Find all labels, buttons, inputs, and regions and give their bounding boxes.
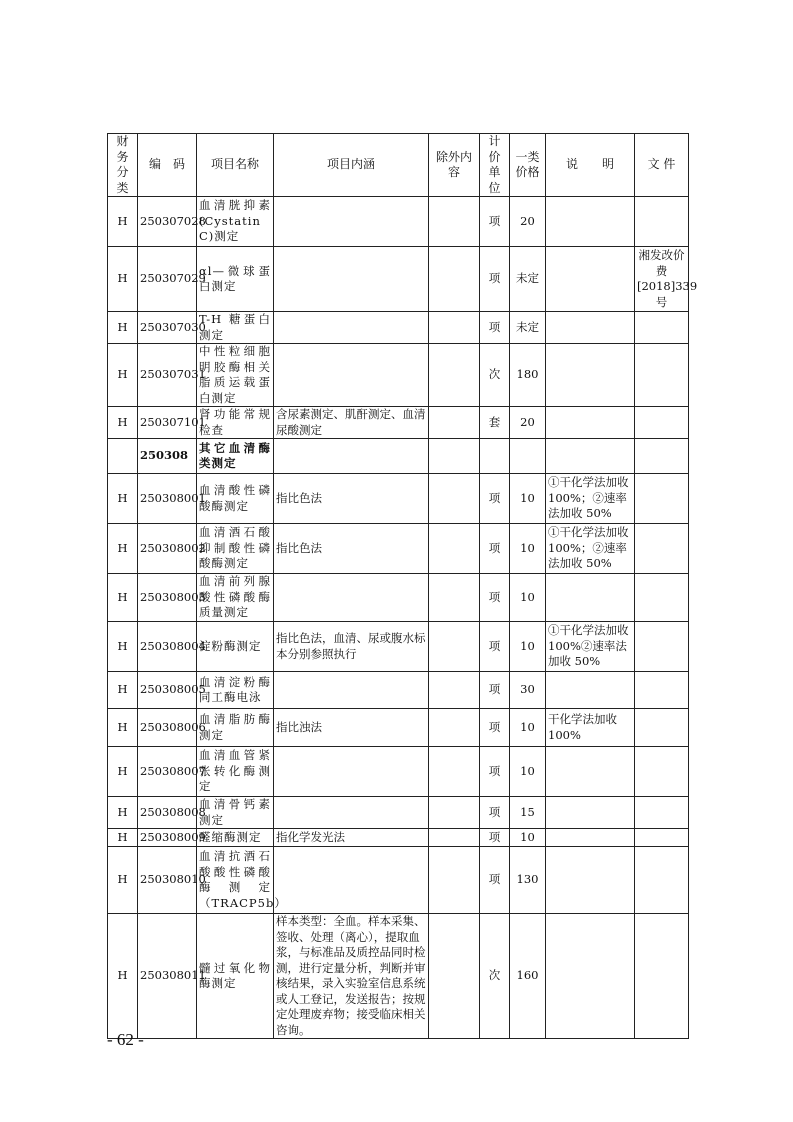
cell-note — [546, 747, 635, 797]
cell-note — [546, 797, 635, 829]
cell-content: 指化学发光法 — [274, 829, 429, 847]
cell-unit: 项 — [480, 847, 510, 914]
cell-note — [546, 197, 635, 247]
cell-file — [635, 847, 689, 914]
cell-unit: 次 — [480, 344, 510, 407]
cell-note: 干化学法加收100% — [546, 709, 635, 747]
cell-name: 血清血管紧张转化酶测定 — [197, 747, 274, 797]
cell-file — [635, 747, 689, 797]
cell-content: 指比色法，血清、尿或腹水标本分别参照执行 — [274, 622, 429, 672]
cell-price: 10 — [510, 747, 546, 797]
cell-unit: 项 — [480, 797, 510, 829]
cell-unit: 项 — [480, 524, 510, 574]
cell-cat: H — [108, 312, 138, 344]
table-row — [108, 847, 689, 914]
cell-price: 10 — [510, 574, 546, 622]
cell-note — [546, 829, 635, 847]
cell-price: 10 — [510, 622, 546, 672]
table-row — [108, 407, 689, 439]
cell-code: 250308005 — [138, 672, 197, 709]
cell-price: 10 — [510, 474, 546, 524]
cell-content — [274, 247, 429, 312]
cell-file: 湘发改价费[2018]339号 — [635, 247, 689, 312]
cell-file — [635, 474, 689, 524]
cell-file — [635, 622, 689, 672]
cell-content: 指比浊法 — [274, 709, 429, 747]
cell-excl — [429, 847, 480, 914]
cell-excl — [429, 247, 480, 312]
cell-file — [635, 574, 689, 622]
page-number: - 62 - — [107, 1030, 144, 1049]
cell-note — [546, 312, 635, 344]
section-row — [108, 439, 689, 474]
cell-cat: H — [108, 672, 138, 709]
cell-unit: 项 — [480, 709, 510, 747]
cell-file — [635, 797, 689, 829]
cell-file — [635, 197, 689, 247]
table-row — [108, 312, 689, 344]
header-exclusions: 除外内容 — [429, 134, 480, 197]
cell-unit: 项 — [480, 672, 510, 709]
cell-excl — [429, 524, 480, 574]
cell-file — [635, 914, 689, 1039]
cell-code: 250308006 — [138, 709, 197, 747]
table-row — [108, 797, 689, 829]
cell-note — [546, 914, 635, 1039]
cell-note — [546, 672, 635, 709]
cell-unit: 项 — [480, 829, 510, 847]
cell-name: 醛缩酶测定 — [197, 829, 274, 847]
cell-price: 未定 — [510, 312, 546, 344]
table-row — [108, 672, 689, 709]
cell-cat: H — [108, 197, 138, 247]
cell-code: 250307031 — [138, 344, 197, 407]
cell-name: 血清脂肪酶测定 — [197, 709, 274, 747]
table-row — [108, 197, 689, 247]
cell-cat: H — [108, 574, 138, 622]
cell-file — [635, 344, 689, 407]
cell-excl — [429, 829, 480, 847]
cell-unit: 套 — [480, 407, 510, 439]
cell-cat: H — [108, 747, 138, 797]
cell-file — [635, 407, 689, 439]
table-row — [108, 709, 689, 747]
cell-code: 250308004 — [138, 622, 197, 672]
cell-cat: H — [108, 829, 138, 847]
cell-code: 250308007 — [138, 747, 197, 797]
price-table — [107, 133, 698, 1039]
cell-content — [274, 574, 429, 622]
cell-code: 250308011 — [138, 914, 197, 1039]
cell-excl — [429, 197, 480, 247]
cell-content: 指比色法 — [274, 474, 429, 524]
cell-excl — [429, 914, 480, 1039]
cell-name: 血清胱抑素(Cystatin C)测定 — [197, 197, 274, 247]
table-row — [108, 914, 689, 1039]
header-document: 文 件 — [635, 134, 689, 197]
cell-code: 250307028 — [138, 197, 197, 247]
cell-code: 250308001 — [138, 474, 197, 524]
cell-content — [274, 344, 429, 407]
cell-content — [274, 439, 429, 474]
cell-content: 指比色法 — [274, 524, 429, 574]
cell-unit: 项 — [480, 247, 510, 312]
cell-excl — [429, 439, 480, 474]
cell-unit: 项 — [480, 747, 510, 797]
cell-price: 10 — [510, 709, 546, 747]
cell-content: 含尿素测定、肌酐测定、血清尿酸测定 — [274, 407, 429, 439]
cell-code: 250307029 — [138, 247, 197, 312]
cell-price: 未定 — [510, 247, 546, 312]
cell-cat: H — [108, 474, 138, 524]
cell-name: 髓过氧化物酶测定 — [197, 914, 274, 1039]
cell-name: T-H 糖蛋白测定 — [197, 312, 274, 344]
cell-unit: 项 — [480, 197, 510, 247]
cell-price: 30 — [510, 672, 546, 709]
table-row — [108, 524, 689, 574]
cell-cat: H — [108, 524, 138, 574]
cell-cat: H — [108, 847, 138, 914]
header-notes: 说 明 — [546, 134, 635, 197]
cell-excl — [429, 574, 480, 622]
cell-code: 250308008 — [138, 797, 197, 829]
table-row — [108, 622, 689, 672]
cell-content — [274, 747, 429, 797]
cell-cat: H — [108, 247, 138, 312]
header-code: 编 码 — [138, 134, 197, 197]
cell-price: 10 — [510, 829, 546, 847]
header-category: 财务分类 — [108, 134, 138, 197]
cell-code: 250307030 — [138, 312, 197, 344]
cell-unit — [480, 439, 510, 474]
cell-name: αl—微球蛋白测定 — [197, 247, 274, 312]
cell-unit: 次 — [480, 914, 510, 1039]
cell-excl — [429, 709, 480, 747]
cell-content — [274, 197, 429, 247]
cell-price: 20 — [510, 197, 546, 247]
header-name: 项目名称 — [197, 134, 274, 197]
cell-cat: H — [108, 709, 138, 747]
cell-content — [274, 847, 429, 914]
header-price: 一类价格 — [510, 134, 546, 197]
cell-content — [274, 672, 429, 709]
cell-cat — [108, 439, 138, 474]
cell-cat: H — [108, 797, 138, 829]
cell-name: 血清前列腺酸性磷酸酶质量测定 — [197, 574, 274, 622]
cell-excl — [429, 797, 480, 829]
cell-name: 血清抗酒石酸酸性磷酸酶测定（TRACP5b） — [197, 847, 274, 914]
cell-unit: 项 — [480, 574, 510, 622]
cell-price — [510, 439, 546, 474]
cell-name: 血清骨钙素测定 — [197, 797, 274, 829]
table-row — [108, 747, 689, 797]
cell-cat: H — [108, 344, 138, 407]
cell-name: 肾功能常规检查 — [197, 407, 274, 439]
cell-unit: 项 — [480, 312, 510, 344]
cell-content: 样本类型：全血。样本采集、签收、处理（离心），提取血浆，与标准品及质控品同时检测，进行定量分析，判断并审核结果，录入实验室信息系统或人工登记，发送报告；按规定处理废弃物；接受临床相关咨询。 — [274, 914, 429, 1039]
cell-code: 250308 — [138, 439, 197, 474]
cell-note: ①干化学法加收100%；②速率法加收 50% — [546, 524, 635, 574]
cell-note — [546, 407, 635, 439]
cell-unit: 项 — [480, 474, 510, 524]
cell-code: 250308010 — [138, 847, 197, 914]
cell-code: 250308009 — [138, 829, 197, 847]
table-header-row — [108, 134, 689, 197]
cell-excl — [429, 407, 480, 439]
cell-file — [635, 312, 689, 344]
header-content: 项目内涵 — [274, 134, 429, 197]
cell-note — [546, 247, 635, 312]
cell-file — [635, 829, 689, 847]
cell-content — [274, 312, 429, 344]
header-unit: 计价单位 — [480, 134, 510, 197]
cell-content — [274, 797, 429, 829]
cell-note — [546, 847, 635, 914]
cell-price: 10 — [510, 524, 546, 574]
cell-file — [635, 709, 689, 747]
cell-note — [546, 344, 635, 407]
cell-file — [635, 672, 689, 709]
cell-price: 20 — [510, 407, 546, 439]
cell-name: 中性粒细胞明胶酶相关脂质运载蛋白测定 — [197, 344, 274, 407]
table-row — [108, 344, 689, 407]
cell-note: ①干化学法加收100%；②速率法加收 50% — [546, 474, 635, 524]
cell-code: 250307101 — [138, 407, 197, 439]
cell-excl — [429, 344, 480, 407]
cell-price: 180 — [510, 344, 546, 407]
cell-note: ①干化学法加收100%②速率法加收 50% — [546, 622, 635, 672]
cell-price: 130 — [510, 847, 546, 914]
cell-note — [546, 574, 635, 622]
cell-excl — [429, 747, 480, 797]
table-row — [108, 474, 689, 524]
cell-excl — [429, 622, 480, 672]
cell-cat: H — [108, 407, 138, 439]
cell-cat: H — [108, 914, 138, 1039]
cell-excl — [429, 312, 480, 344]
cell-name: 血清淀粉酶同工酶电泳 — [197, 672, 274, 709]
cell-code: 250308003 — [138, 574, 197, 622]
cell-file — [635, 524, 689, 574]
cell-excl — [429, 672, 480, 709]
cell-name: 血清酒石酸抑制酸性磷酸酶测定 — [197, 524, 274, 574]
table-row — [108, 247, 689, 312]
cell-unit: 项 — [480, 622, 510, 672]
table-row — [108, 829, 689, 847]
cell-excl — [429, 474, 480, 524]
cell-name: 其它血清酶类测定 — [197, 439, 274, 474]
cell-price: 160 — [510, 914, 546, 1039]
cell-cat: H — [108, 622, 138, 672]
table-row — [108, 574, 689, 622]
cell-name: 血清酸性磷酸酶测定 — [197, 474, 274, 524]
cell-code: 250308002 — [138, 524, 197, 574]
cell-file — [635, 439, 689, 474]
cell-note — [546, 439, 635, 474]
cell-price: 15 — [510, 797, 546, 829]
cell-name: 淀粉酶测定 — [197, 622, 274, 672]
